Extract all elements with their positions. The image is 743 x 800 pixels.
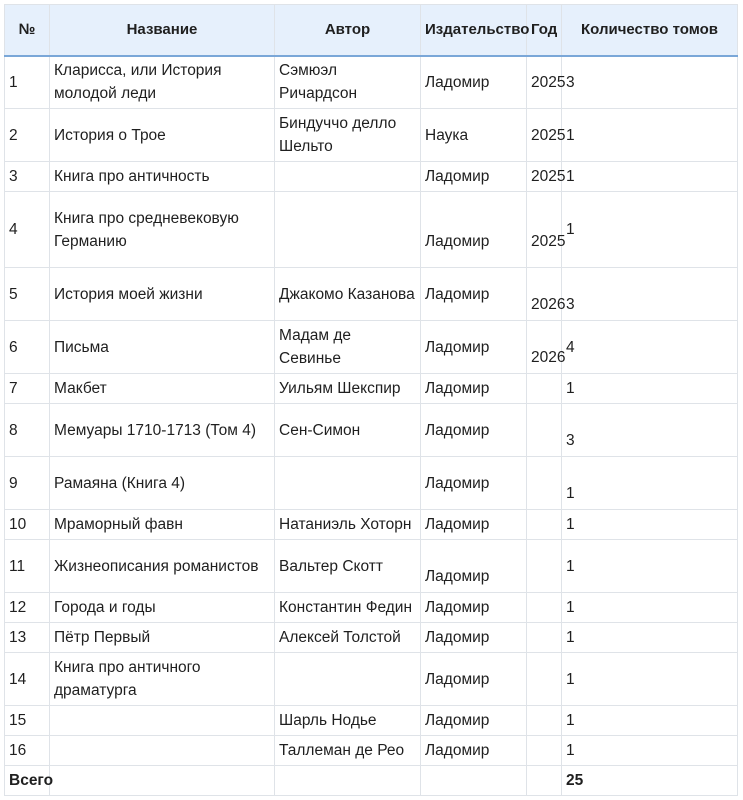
cell-num: 4 bbox=[5, 192, 50, 268]
cell-year bbox=[527, 457, 562, 510]
cell-volumes: 1 bbox=[562, 162, 738, 192]
cell-title: Кларисса, или История молодой леди bbox=[50, 56, 275, 109]
cell-year bbox=[527, 623, 562, 653]
cell-author: Шарль Нодье bbox=[275, 706, 421, 736]
cell-publisher: Ладомир bbox=[421, 56, 527, 109]
cell-publisher: Наука bbox=[421, 109, 527, 162]
cell-author: Натаниэль Хоторн bbox=[275, 510, 421, 540]
cell-year bbox=[527, 510, 562, 540]
cell-num: 16 bbox=[5, 736, 50, 766]
cell-author: Мадам де Севинье bbox=[275, 321, 421, 374]
cell-publisher: Ладомир bbox=[421, 510, 527, 540]
cell-author: Уильям Шекспир bbox=[275, 374, 421, 404]
cell-volumes: 1 bbox=[562, 374, 738, 404]
table-row bbox=[5, 706, 738, 736]
cell-num: 11 bbox=[5, 540, 50, 593]
table-row bbox=[5, 653, 738, 706]
cell-author bbox=[275, 162, 421, 192]
cell-volumes: 1 bbox=[562, 706, 738, 736]
cell-publisher: Ладомир bbox=[421, 321, 527, 374]
cell-num: 13 bbox=[5, 623, 50, 653]
cell-num: 14 bbox=[5, 653, 50, 706]
cell-volumes: 1 bbox=[562, 109, 738, 162]
cell-volumes: 1 bbox=[562, 623, 738, 653]
cell-author: Алексей Толстой bbox=[275, 623, 421, 653]
cell-publisher: Ладомир bbox=[421, 653, 527, 706]
cell-title: История о Трое bbox=[50, 109, 275, 162]
cell-title: Жизнеописания романистов bbox=[50, 540, 275, 593]
cell-volumes: 1 bbox=[562, 593, 738, 623]
table-row bbox=[5, 457, 738, 510]
cell-year bbox=[527, 404, 562, 457]
cell-year bbox=[527, 374, 562, 404]
cell-publisher: Ладомир bbox=[421, 623, 527, 653]
cell-year: 2025 bbox=[527, 56, 562, 109]
table-row bbox=[5, 736, 738, 766]
cell-author bbox=[275, 457, 421, 510]
cell-year: 2025 bbox=[527, 109, 562, 162]
cell-num: 3 bbox=[5, 162, 50, 192]
total-row bbox=[5, 766, 738, 796]
cell-title: Города и годы bbox=[50, 593, 275, 623]
header-year: Год bbox=[527, 5, 562, 56]
cell-volumes: 1 bbox=[562, 457, 738, 510]
cell-author: Джакомо Казанова bbox=[275, 268, 421, 321]
table-row bbox=[5, 56, 738, 109]
cell-year: 2026 bbox=[527, 268, 562, 321]
cell-publisher: Ладомир bbox=[421, 736, 527, 766]
header-title: Название bbox=[50, 5, 275, 56]
cell-title bbox=[50, 706, 275, 736]
table-row bbox=[5, 623, 738, 653]
cell-year: 2025 bbox=[527, 162, 562, 192]
cell-volumes: 1 bbox=[562, 510, 738, 540]
cell-year bbox=[527, 653, 562, 706]
cell-title: Мемуары 1710-1713 (Том 4) bbox=[50, 404, 275, 457]
table-row bbox=[5, 192, 738, 268]
cell-num: 12 bbox=[5, 593, 50, 623]
cell-publisher: Ладомир bbox=[421, 374, 527, 404]
cell-publisher: Ладомир bbox=[421, 457, 527, 510]
table-row bbox=[5, 510, 738, 540]
cell-title bbox=[50, 766, 275, 796]
header-num: № bbox=[5, 5, 50, 56]
table-row bbox=[5, 374, 738, 404]
header-volumes: Количество томов bbox=[562, 5, 738, 56]
cell-author bbox=[275, 766, 421, 796]
header-author: Автор bbox=[275, 5, 421, 56]
cell-title: Письма bbox=[50, 321, 275, 374]
header-row bbox=[5, 5, 738, 56]
cell-num: 7 bbox=[5, 374, 50, 404]
cell-title: Макбет bbox=[50, 374, 275, 404]
header-publisher: Издательство bbox=[421, 5, 527, 56]
cell-author: Константин Федин bbox=[275, 593, 421, 623]
cell-num: 9 bbox=[5, 457, 50, 510]
cell-publisher: Ладомир bbox=[421, 268, 527, 321]
cell-volumes: 3 bbox=[562, 56, 738, 109]
cell-year bbox=[527, 540, 562, 593]
cell-title: История моей жизни bbox=[50, 268, 275, 321]
cell-volumes: 1 bbox=[562, 540, 738, 593]
table-row bbox=[5, 321, 738, 374]
cell-author: Вальтер Скотт bbox=[275, 540, 421, 593]
cell-title: Рамаяна (Книга 4) bbox=[50, 457, 275, 510]
total-label: Всего bbox=[5, 766, 50, 796]
cell-title: Книга про античность bbox=[50, 162, 275, 192]
cell-num: 1 bbox=[5, 56, 50, 109]
cell-year bbox=[527, 766, 562, 796]
table-row bbox=[5, 162, 738, 192]
table-row bbox=[5, 593, 738, 623]
cell-num: 8 bbox=[5, 404, 50, 457]
cell-title: Мраморный фавн bbox=[50, 510, 275, 540]
cell-title: Пётр Первый bbox=[50, 623, 275, 653]
cell-publisher: Ладомир bbox=[421, 540, 527, 593]
cell-volumes: 3 bbox=[562, 404, 738, 457]
cell-year bbox=[527, 706, 562, 736]
cell-author bbox=[275, 653, 421, 706]
table-row bbox=[5, 540, 738, 593]
cell-author: Таллеман де Рео bbox=[275, 736, 421, 766]
cell-year: 2025 bbox=[527, 192, 562, 268]
cell-title: Книга про античного драматурга bbox=[50, 653, 275, 706]
cell-publisher: Ладомир bbox=[421, 162, 527, 192]
cell-publisher: Ладомир bbox=[421, 593, 527, 623]
cell-num: 15 bbox=[5, 706, 50, 736]
table-row bbox=[5, 404, 738, 457]
table-row bbox=[5, 109, 738, 162]
books-table bbox=[4, 4, 738, 796]
total-volumes: 25 bbox=[562, 766, 738, 796]
cell-num: 5 bbox=[5, 268, 50, 321]
cell-author: Сен-Симон bbox=[275, 404, 421, 457]
cell-author: Биндуччо делло Шельто bbox=[275, 109, 421, 162]
cell-title bbox=[50, 736, 275, 766]
cell-author: Сэмюэл Ричардсон bbox=[275, 56, 421, 109]
cell-author bbox=[275, 192, 421, 268]
cell-num: 10 bbox=[5, 510, 50, 540]
table-row bbox=[5, 268, 738, 321]
cell-num: 6 bbox=[5, 321, 50, 374]
cell-publisher: Ладомир bbox=[421, 404, 527, 457]
cell-publisher: Ладомир bbox=[421, 192, 527, 268]
cell-year bbox=[527, 593, 562, 623]
cell-volumes: 1 bbox=[562, 653, 738, 706]
cell-volumes: 4 bbox=[562, 321, 738, 374]
cell-volumes: 1 bbox=[562, 736, 738, 766]
cell-publisher: Ладомир bbox=[421, 706, 527, 736]
cell-year: 2026 bbox=[527, 321, 562, 374]
cell-publisher bbox=[421, 766, 527, 796]
cell-year bbox=[527, 736, 562, 766]
cell-title: Книга про средневековую Германию bbox=[50, 192, 275, 268]
cell-volumes: 1 bbox=[562, 192, 738, 268]
cell-volumes: 3 bbox=[562, 268, 738, 321]
cell-num: 2 bbox=[5, 109, 50, 162]
